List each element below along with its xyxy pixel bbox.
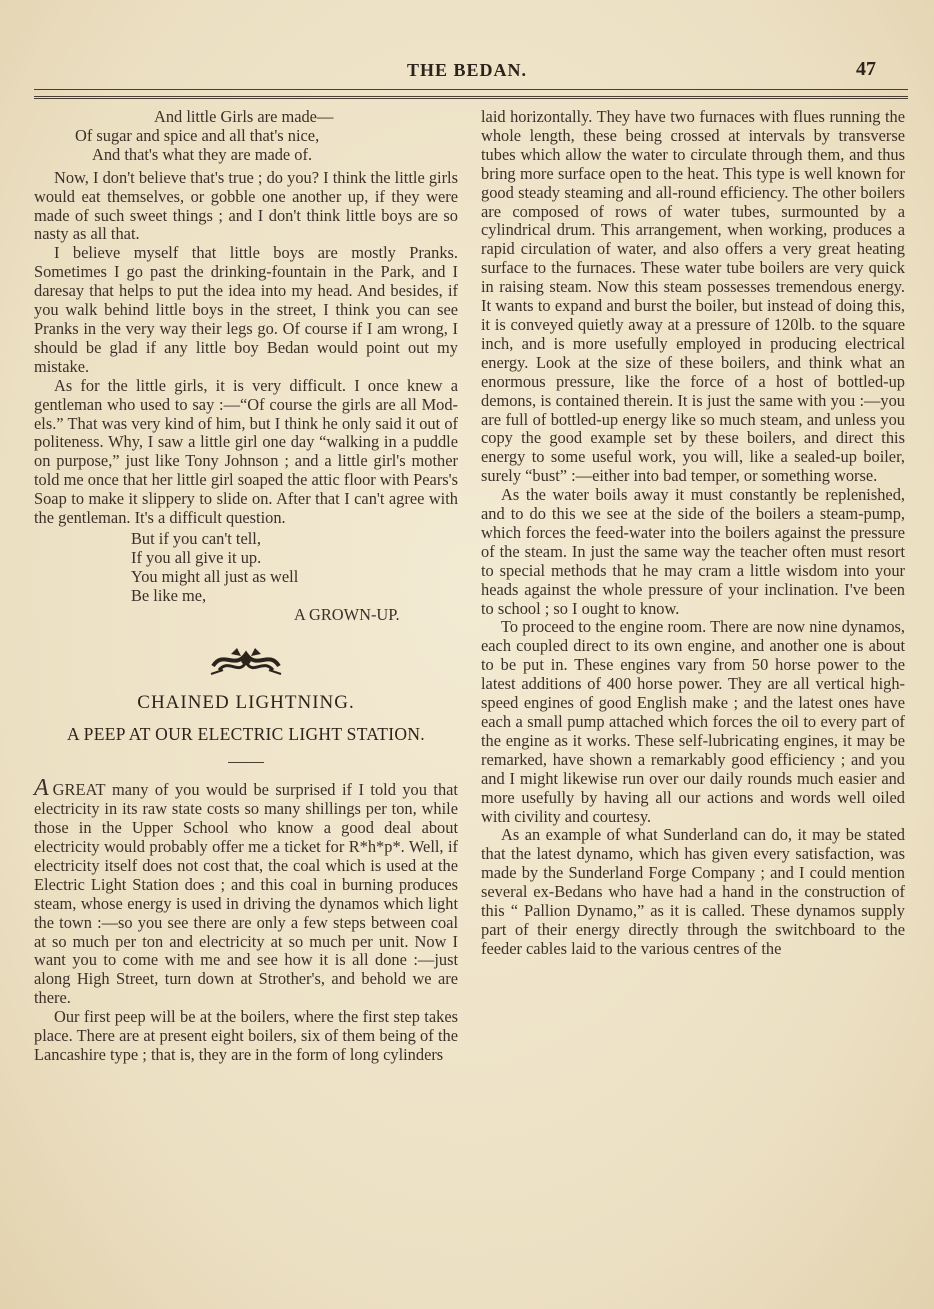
paragraph: laid horizontally. They have two furnaces with flues running the whole length, these being crossed at intervals by transverse tubes which allow the water to circulate through them, and thus bring more surface open to the heat. This type is well known for good steady steaming and all-round efficiency. The other boilers are composed of rows of water tubes, surmounted by a cylindrical drum. This arrangement, when working, produces a rapid circulation of water, and also offers a very great heating surface to the furnaces. These water tube boilers are very quick in raising steam. Now this steam possesses tremendous energy. It wants to expand and burst the boiler, but instead of doing this, it is conveyed quietly away at a pressure of 120lb. to the square inch, and is more usefully employed in producing electrical energy. Look at the size of these boilers, and think what an enormous pressure, like the force of a host of bottled-up demons, is contained therein. It is just the same with you :—you are full of bottled-up energy like so much steam, and unless you copy the good example set by these boilers, and direct this energy to some useful work, you will, like a sealed-up boiler, surely “bust” :—either into bad temper, or something worse.: [481, 107, 905, 486]
article-subtitle: A PEEP AT OUR ELECTRIC LIGHT STATION.: [67, 724, 425, 745]
paragraph-text: many of you would be surprised if I told you that electricity in its raw state costs so many shillings per ton, while those in the Upper School who know a good deal about electricity would probably offer me a ticket for R*h*p*. Well, if electricity itself does not cost that, the coal which is used at the Electric Light Station does ; and this coal in burning produces steam, whose energy is used in driving the dynamos which light the town :—so you see there are only a few steps between coal at so much per ton and electricity at so much per unit. Now I want you to come with me and see how it is all done :—just along High Street, turn down at Strother's, and behold we are there.: [34, 780, 458, 1008]
verse-line: You might all just as well: [131, 566, 299, 586]
divider: [228, 762, 264, 763]
paragraph: As an example of what Sunderland can do, it may be stated that the latest dynamo, which has given every satisfaction, was made by the Sunderland Forge Company ; and I could mention several ex-Bedans who have had a hand in the construction of this “ Pallion Dynamo,” as it is called. These dynamos supply part of their energy directly through the switchboard to the feeder cables laid to the various centres of the: [481, 825, 905, 958]
lead-word: GREAT: [52, 780, 106, 800]
paragraph: Our first peep will be at the boilers, where the first step takes place. There are at present eight boilers, six of them being of the Lancashire type ; that is, they are in the form of long cylinders: [34, 1007, 458, 1064]
paragraph: Now, I don't believe that's true ; do you? I think the little girls would eat themselves, or gobble one another up, if they were made of such sweet things ; and I don't think little boys are so nasty as all that.: [34, 167, 458, 244]
verse-stanza-2: [34, 530, 458, 625]
drop-cap: A: [34, 775, 49, 802]
verse-line: Be like me,: [131, 585, 207, 605]
header-rule: [34, 89, 908, 99]
verse-line: But if you can't tell,: [131, 528, 261, 548]
paragraph: [34, 775, 458, 1008]
paragraph: As the water boils away it must constantly be replenished, and to do this we see at the side of the boilers a steam-pump, which forces the feed-water into the boilers against the pressure of the steam. In just the same way the teacher often must resort to special methods that he may cram a little wisdom into your heads against the whole pressure of your inclination. I've been to school ; so I ought to know.: [481, 485, 905, 618]
paragraph: I believe myself that little boys are mostly Pranks. Sometimes I go past the drinking-fountain in the Park, and I daresay that helps to put the idea into my head. And besides, if you walk behind little boys in the street, I think you can see Pranks in the very way their legs go. Of course if I am wrong, I should be glad if any little boy Bedan would point out my mistake.: [34, 243, 458, 376]
verse-stanza-1: [34, 108, 458, 165]
paragraph: As for the little girls, it is very difficult. I once knew a gentleman who used to say :—“Of course the girls are all Mod-els.” That was very kind of him, but I think he only said it out of politeness. Why, I saw a little girl one day “walking in a puddle on purpose,” just like Tony Johnson ; and a little girl's mother told me once that her little girl soaped the attic floor with Pears's Soap to make it slippery to slide on. After that I can't agree with the gentleman. It's a difficult question.: [34, 375, 458, 528]
left-column: [34, 108, 458, 1065]
right-column: [481, 108, 905, 959]
article-title: CHAINED LIGHTNING.: [137, 692, 355, 714]
verse-line: And that's what they are made of.: [92, 144, 313, 164]
signature: A GROWN-UP.: [294, 604, 400, 624]
verse-line: Of sugar and spice and all that's nice,: [75, 125, 320, 145]
running-head: THE BEDAN.: [406, 60, 528, 80]
paragraph: To proceed to the engine room. There are now nine dynamos, each coupled direct to its own engine, and another one is about to be put in. These engines vary from 50 horse power to the latest additions of 400 horse power. They are all vertical high-speed engines of good English make ; and the latest ones have each a small pump attached which forces the oil to every part of the engine as it works. These self-lubricating engines, it may be remarked, have shown a remarkably good efficiency ; and you and I might likewise run over our daily rounds much easier and more usefully by having all our actions and words well oiled with civility and courtesy.: [481, 617, 905, 826]
ornament-icon: [34, 640, 458, 680]
verse-line: If you all give it up.: [131, 547, 262, 567]
verse-line: And little Girls are made—: [154, 107, 334, 126]
page-number: 47: [856, 58, 876, 80]
